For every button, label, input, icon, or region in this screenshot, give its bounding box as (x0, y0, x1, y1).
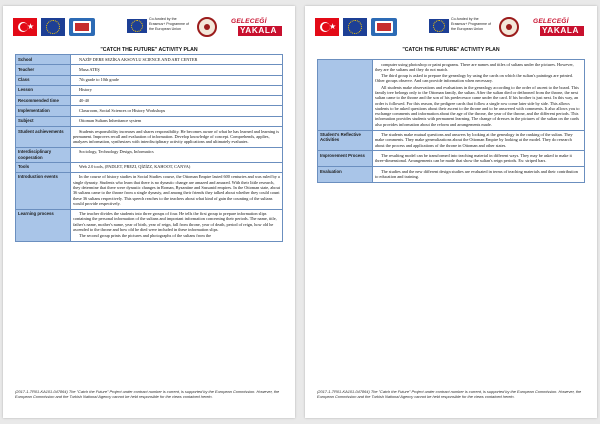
plan-row-introduction-events (16, 172, 283, 209)
plan-row-implementation (16, 106, 283, 116)
plan-row-student-achievements (16, 127, 283, 148)
row-value (373, 167, 585, 183)
row-value (71, 127, 283, 148)
document-title: "CATCH THE FUTURE" ACTIVITY PLAN (100, 47, 198, 53)
school-seal-icon (197, 17, 217, 37)
row-paragraph: In the course of history studies in Social Studies course, the Ottoman Empire lasted 600 centuries and was ruled by a single dynasty. Students who learn that there is no dynastic change are amazed and amazed. With their little research, they determine that there were dynastic changes in Roman, Byzantine and Sassanid empires. In the Ottoman state, about 36 sultans came to the throne from a single dynasty, and among their friends they talked about whether they could count these 36 sultans respectively. This speech reaches to the teachers about what kind of gain the counting of the sultans would provide respectively. (73, 174, 280, 206)
row-paragraph: Musa ATEŞ (79, 66, 100, 72)
row-label: Improvement Process (318, 151, 373, 167)
row-paragraph: 40-40 (79, 97, 90, 103)
row-label: Class (16, 75, 71, 85)
plan-row-teacher (16, 65, 283, 75)
ulusal-ajans-logo-icon (69, 18, 95, 36)
row-paragraph: NAZİF DERE SEZİKA AKSOYLU SCIENCE AND ART CENTER (79, 56, 198, 62)
activity-plan-table-left (15, 54, 283, 242)
row-label: Teacher (16, 65, 71, 75)
school-seal-icon (499, 17, 519, 37)
row-label (318, 60, 373, 131)
brand-logo (533, 16, 581, 38)
row-paragraph: The second group prints the pictures and photographs of the sultans from the (79, 233, 211, 239)
brand-line2: YAKALA (238, 26, 282, 36)
erasmus-eu-logo-icon (127, 19, 147, 33)
page-left (3, 6, 295, 418)
row-paragraph: Sociology, Technology Design, Informatics (79, 149, 154, 155)
row-paragraph: The teacher divides the students into three groups of four. He tells the first group to prepare information slips containing the personal information of the sultans and important information concerning their periods. The name, title, father's name, mother's name, year of birth, year of reign, fall from throne, year of death, period of reign, how old he ascended to the throne and how old he died were included in these information slips. (73, 211, 277, 233)
row-label: Student's Reflective Activities (318, 130, 373, 151)
cofunded-text: Co-funded by the Erasmus+ Programme of the European Union (451, 17, 492, 31)
row-value (71, 106, 283, 116)
plan-row-tools (16, 162, 283, 172)
plan-row-improvement-process (318, 151, 585, 167)
brand-line2: YAKALA (540, 26, 584, 36)
row-paragraph: All students make observations and evaluations in the genealogy according to the order of ascent to the board. This family tree belongs only to the Ottoman family, the sultan. After the sultan died or dethroned from the throne, the next sultan came to the throne and the son of his predecessor came under the card. If his brother is just next. In this way, an order is followed. For this reason, the pedigree cards that follow a single row come later side by side. This allows students to be asked questions about their ascent to the throne and to be answered with comments. It also allows you to exchange comments and information about the age of the throne, the year of the throne, and the different periods. This information provides students with permanent learning. The change of dresses in the pictures of the sultan on the cards also provides information about the reform and arrangements made. (375, 84, 580, 127)
row-label: Lesson (16, 85, 71, 95)
plan-row-evaluation (318, 167, 585, 183)
row-paragraph: Web 2.0 tools, (PADLET, PREZI, QİZİZZ, KAHOOT, CANVA) (79, 164, 191, 170)
row-paragraph: 7th grade to 10th grade (79, 77, 119, 83)
eu-flag-icon (41, 18, 65, 36)
row-label: Tools (16, 162, 71, 172)
brand-logo (231, 16, 279, 38)
brand-line1: GELECEĞİ (231, 18, 267, 25)
row-value (71, 85, 283, 95)
row-paragraph: Students responsibility increases and shares responsibility. He becomes aware of what he has learned and learning is permanent. Improves recall and evaluation of information. Develop knowledge of concept. Comprehends, applies, analyzes information, synthesizes with interdisciplinary activity applications and ultimately evaluates. (73, 128, 280, 145)
row-paragraph: The students make mutual questions and answers by looking at the genealogy in the ranking of the sultan. They make comments. They make generalizations about the Ottoman Empire by looking at the model. They do research about the process and applications of the throne in Ottoman and other states. (375, 132, 573, 148)
row-value (71, 96, 283, 106)
row-label: Introduction events (16, 172, 71, 209)
row-paragraph: The third group is asked to prepare the genealogy by using the cards on which the sultan's paintings are printed. Other groups observe. And can provide information when necessary. (375, 73, 573, 84)
activity-plan-table-right (317, 59, 585, 183)
plan-row-learning-process (16, 209, 283, 241)
row-value (373, 151, 585, 167)
plan-row-lesson (16, 85, 283, 95)
row-value (71, 172, 283, 209)
eu-flag-icon (343, 18, 367, 36)
row-value (373, 60, 585, 131)
footer-disclaimer: (2017-1-TR01-KA101-047864) The "Catch the Future" Project under contract number is current, is supported by the European Commission. However, the European Commission and the Turkish National Agency cannot be held responsible for the views contained herein. (317, 389, 582, 400)
row-paragraph: History (79, 87, 92, 93)
row-value (71, 162, 283, 172)
ulusal-ajans-logo-icon (371, 18, 397, 36)
cofunded-text: Co-funded by the Erasmus+ Programme of the European Union (149, 17, 190, 31)
row-paragraph: computer using photoshop or paint programs. There are names and titles of sultans under the pictures. However, they are the sultans and they do not match. (375, 61, 574, 72)
plan-row-student-s-reflective-activities (318, 130, 585, 151)
header-logos (305, 14, 597, 40)
turkey-flag-icon: ★ (315, 18, 339, 36)
row-value (71, 116, 283, 126)
row-value (71, 209, 283, 241)
row-paragraph: Ottoman Sultans Inheritance system (79, 118, 142, 124)
row-label: Subject (16, 116, 71, 126)
row-paragraph: Classroom, Social Sciences or History Workshops (79, 107, 166, 113)
row-label: Implementation (16, 106, 71, 116)
plan-row-class (16, 75, 283, 85)
row-label: Student achievements (16, 127, 71, 148)
page-right (305, 6, 597, 418)
erasmus-eu-logo-icon (429, 19, 449, 33)
row-label: Evaluation (318, 167, 373, 183)
row-label: School (16, 55, 71, 65)
plan-row-continued (318, 60, 585, 131)
header-logos (3, 14, 295, 40)
row-label: Interdisciplinary cooperation (16, 147, 71, 162)
row-value (373, 130, 585, 151)
row-value (71, 65, 283, 75)
footer-disclaimer: (2017-1-TR01-KA101-047864) The "Catch the Future" Project under contract number is current, is supported by the European Commission. However, the European Commission and the Turkish National Agency cannot be held responsible for the views contained herein. (15, 389, 280, 400)
plan-row-subject (16, 116, 283, 126)
row-value (71, 55, 283, 65)
row-paragraph: The resulting model can be transformed into teaching material in different ways. They may be asked to make it three-dimensional. Arrangements can be made that show the sultan's reign periods. Ex: striped bars. (375, 152, 572, 164)
row-value (71, 147, 283, 162)
brand-line1: GELECEĞİ (533, 18, 569, 25)
row-label: Learning process (16, 209, 71, 241)
document-title: "CATCH THE FUTURE" ACTIVITY PLAN (402, 47, 500, 53)
plan-row-school (16, 55, 283, 65)
row-value (71, 75, 283, 85)
plan-row-interdisciplinary-cooperation (16, 147, 283, 162)
row-label: Recommended time (16, 96, 71, 106)
plan-row-recommended-time (16, 96, 283, 106)
row-paragraph: The studies and the new different design studies are evaluated in terms of teaching materials and their contribution to education and training. (375, 168, 578, 179)
turkey-flag-icon: ★ (13, 18, 37, 36)
